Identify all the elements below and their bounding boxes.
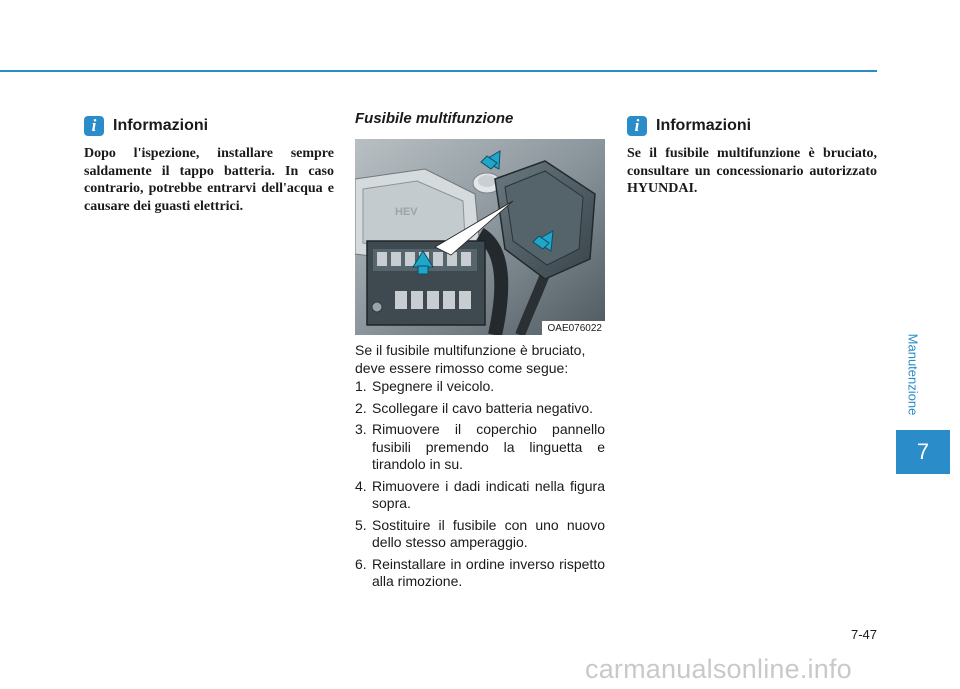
procedure-steps [355, 378, 605, 595]
step-number: 1. [355, 378, 367, 394]
list-item [355, 556, 605, 591]
hev-badge: HEV [395, 206, 418, 218]
watermark: carmanualsonline.info [585, 654, 852, 684]
list-item [355, 421, 605, 474]
step-text: Reinstallare in ordine inverso rispetto alla rimozione. [372, 555, 605, 589]
info-text-left: Dopo l'ispezione, installare sempre saldamente il tappo batteria. In caso contrario, potrebbe entrarvi dell'acqua e causare dei guasti elettrici. [84, 146, 334, 214]
info-icon: i [627, 116, 647, 136]
list-item [355, 517, 605, 552]
step-text: Rimuovere i dadi indicati nella figura sopra. [372, 477, 605, 511]
step-number: 5. [355, 516, 367, 533]
chapter-name: Manutenzione [905, 333, 921, 415]
engine-bay-illustration [355, 139, 605, 335]
info-title-left: Informazioni [113, 117, 209, 134]
info-heading-right [627, 116, 751, 136]
info-text-right: Se il fusibile multifunzione è bruciato, consultare un concessionario autorizzato HYUNDAI. [627, 146, 877, 196]
image-code-label: OAE076022 [542, 321, 606, 335]
section-intro: Se il fusibile multifunzione è bruciato, deve essere rimosso come segue: [355, 342, 586, 376]
info-heading-left [84, 116, 208, 136]
header-rule [0, 70, 877, 72]
list-item [355, 378, 605, 396]
step-text: Sostituire il fusibile con uno nuovo dello stesso amperaggio. [372, 516, 605, 550]
info-icon: i [84, 116, 104, 136]
step-text: Rimuovere il coperchio pannello fusibili premendo la linguetta e tirandolo in su. [372, 421, 605, 472]
info-title-right: Informazioni [656, 117, 752, 134]
chapter-number-tab: 7 [896, 430, 950, 474]
section-title: Fusibile multifunzione [355, 110, 514, 127]
page-number: 7-47 [850, 627, 877, 642]
step-number: 6. [355, 555, 367, 572]
step-number: 3. [355, 421, 367, 437]
step-text: Scollegare il cavo batteria negativo. [372, 399, 594, 416]
step-text: Spegnere il veicolo. [372, 378, 495, 394]
chapter-tab-label [898, 318, 928, 430]
fuse-box-photo [355, 139, 605, 335]
step-number: 2. [355, 399, 367, 416]
list-item [355, 400, 605, 418]
list-item [355, 478, 605, 513]
step-number: 4. [355, 477, 367, 494]
